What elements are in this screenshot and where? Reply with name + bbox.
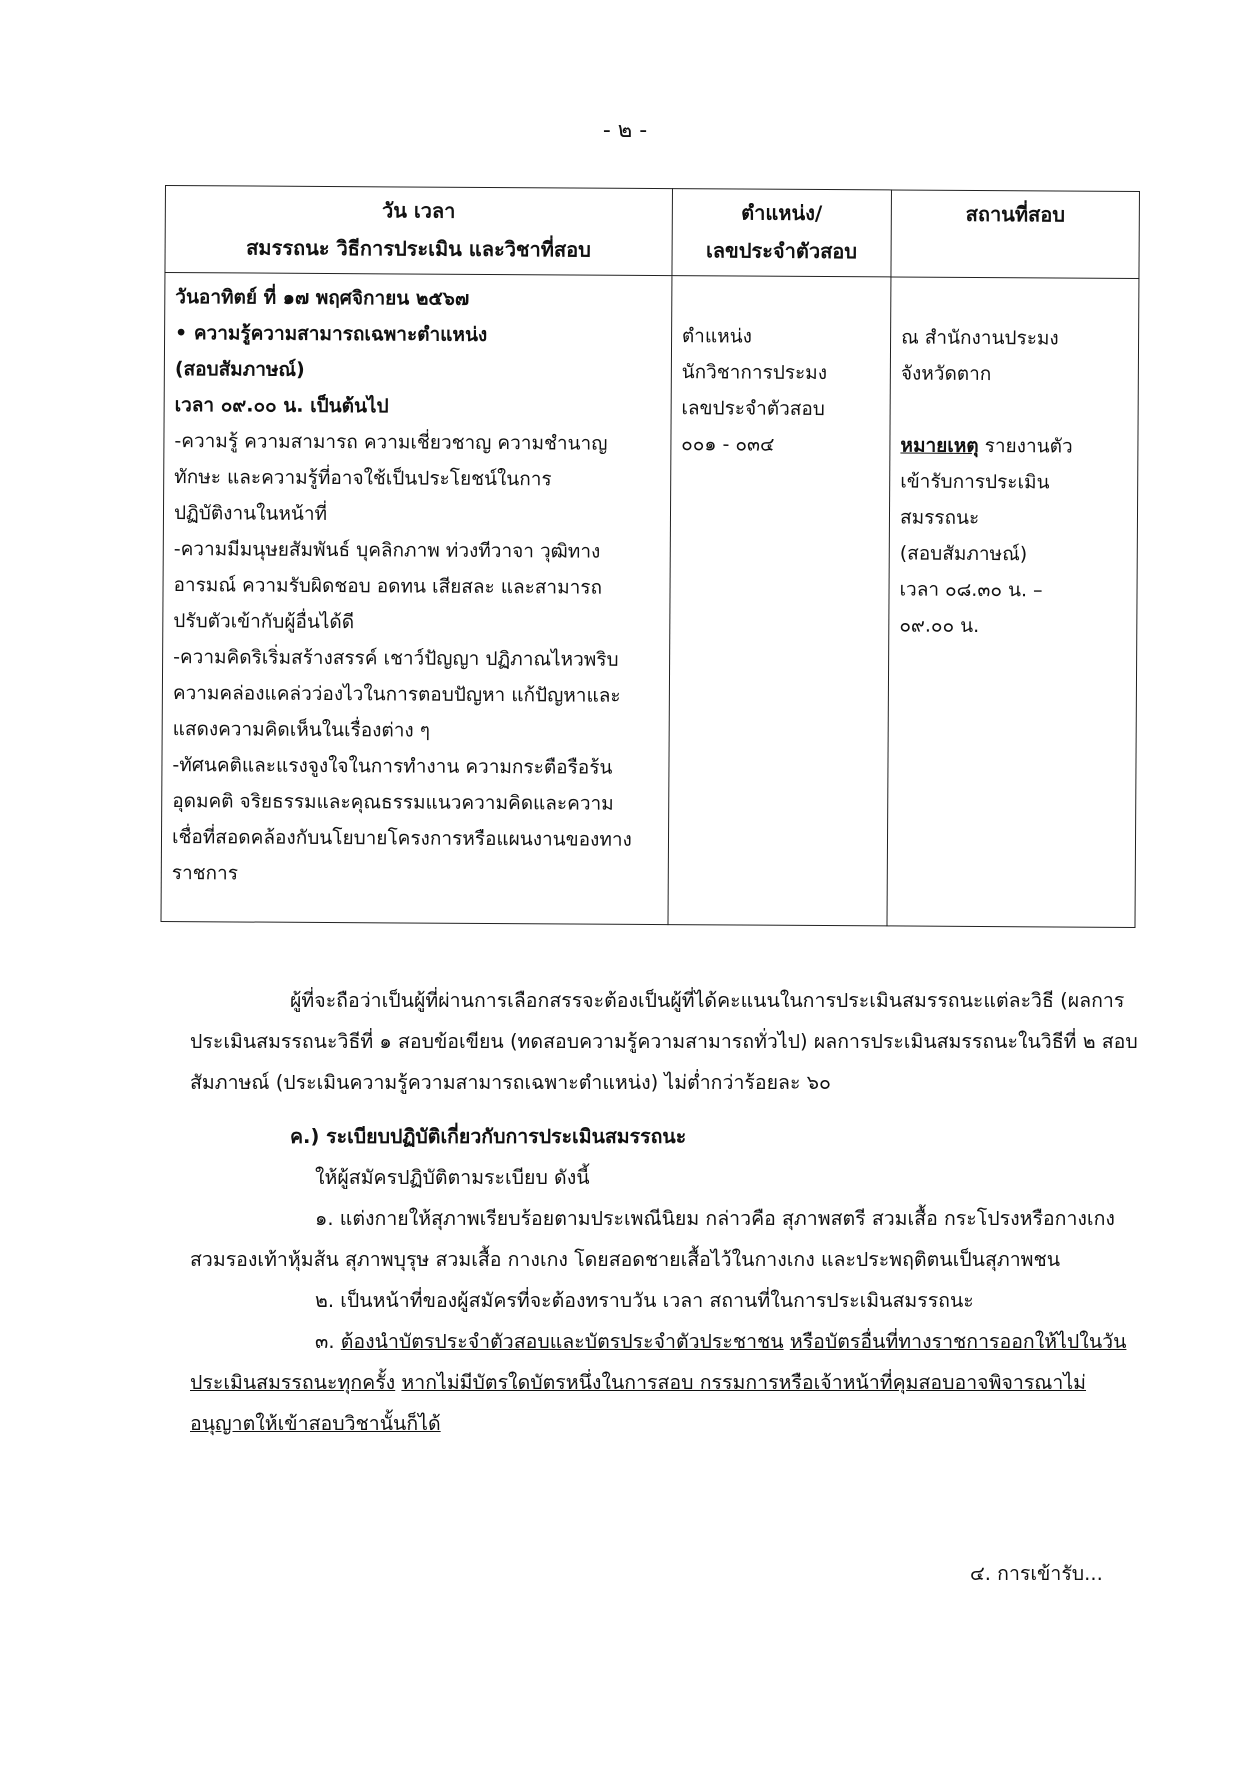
detail-line: อารมณ์ ความรับผิดชอบ อดทน เสียสละ และสามารถ (173, 574, 603, 599)
page-number: - ๒ - (602, 118, 648, 143)
rule-item-3-part3: หากไม่มีบัตรใดบัตรหนึ่งในการสอบ กรรมการหรือเจ้าหน้าที่คุมสอบอาจพิจารณาไม่อนุญาตให้เข้าสอบวิชานั้นก็ได้ (190, 1371, 1087, 1435)
header-competency: สมรรถนะ วิธีการประเมิน และวิชาที่สอบ (246, 235, 591, 262)
venue-line: ณ สำนักงานประมง (901, 326, 1059, 350)
pass-criteria-section (190, 980, 1140, 1103)
next-page-continuation: ๔. การเข้ารับ... (970, 1562, 1103, 1585)
rule-item-3-part1: ต้องนำบัตรประจำตัวสอบและบัตรประจำตัวประชาชน (340, 1330, 784, 1353)
note-line: สมรรถนะ (899, 506, 980, 529)
header-exam-id: เลขประจำตัวสอบ (705, 238, 858, 264)
rule-item-3 (190, 1321, 1140, 1444)
detail-line: ทักษะ และความรู้ที่อาจใช้เป็นประโยชน์ในการ (174, 466, 552, 491)
cell-schedule (161, 273, 672, 925)
competency-title: • ความรู้ความสามารถเฉพาะตำแหน่ง (175, 322, 488, 346)
exam-id-range: ๐๐๑ - ๐๓๔ (681, 433, 775, 456)
rule-item-3-part2: หรือบัตรอื่นที่ทางราชการออกให้ไปในวันประเมินสมรรถนะทุกครั้ง (190, 1330, 1127, 1394)
table-header-row (165, 186, 1140, 279)
note-line: เข้ารับการประเมิน (900, 470, 1050, 494)
detail-line: แสดงความคิดเห็นในเรื่องต่าง ๆ (172, 718, 431, 742)
detail-line: เชื่อที่สอดคล้องกับนโยบายโครงการหรือแผนงานของทาง (171, 826, 632, 851)
header-venue: สถานที่สอบ (891, 190, 1139, 279)
exam-date: วันอาทิตย์ ที่ ๑๗ พฤศจิกายน ๒๕๖๗ (175, 286, 470, 310)
rules-section (190, 1116, 1140, 1444)
cell-position (668, 276, 891, 926)
exam-time: เวลา ๐๙.๐๐ น. เป็นต้นไป (174, 394, 389, 418)
detail-line: ราชการ (171, 862, 239, 885)
detail-line: อุดมคติ จริยธรรมและคุณธรรมแนวความคิดและความ (172, 790, 614, 815)
header-position (672, 189, 892, 277)
position-line: ตำแหน่ง (681, 325, 752, 348)
rule-item-1: ๑. แต่งกายให้สุภาพเรียบร้อยตามประเพณีนิยม กล่าวคือ สุภาพสตรี สวมเสื้อ กระโปรงหรือกางเกง สวมรองเท้าหุ้มส้น สุภาพบุรุษ สวมเสื้อ กางเกง โดยสอดชายเสื้อไว้ในกางเกง และประพฤติตนเป็นสุภาพชน (190, 1207, 1115, 1271)
position-line: นักวิชาการประมง (681, 361, 828, 385)
table-row (161, 273, 1139, 928)
rule-item-3-number: ๓. (315, 1330, 341, 1353)
pass-criteria-paragraph: ผู้ที่จะถือว่าเป็นผู้ที่ผ่านการเลือกสรรจะต้องเป็นผู้ที่ได้คะแนนในการประเมินสมรรถนะแต่ละวิธี (ผลการประเมินสมรรถนะวิธีที่ ๑ สอบข้อเขียน (ทดสอบความรู้ความสามารถทั่วไป) ผลการประเมินสมรรถนะในวิธีที่ ๒ สอบสัมภาษณ์ (ประเมินความรู้ความสามารถเฉพาะตำแหน่ง) ไม่ต่ำกว่าร้อยละ ๖๐ (190, 989, 1138, 1094)
method-label: (สอบสัมภาษณ์) (174, 358, 305, 381)
detail-line: -ทัศนคติและแรงจูงใจในการทำงาน ความกระตือรือร้น (172, 754, 613, 779)
note-line: (สอบสัมภาษณ์) (899, 542, 1028, 566)
detail-line: ปฏิบัติงานในหน้าที่ (173, 502, 328, 525)
header-date-competency (165, 186, 672, 276)
rule-item-2: ๒. เป็นหน้าที่ของผู้สมัครที่จะต้องทราบวัน เวลา สถานที่ในการประเมินสมรรถนะ (315, 1289, 974, 1312)
position-line: เลขประจำตัวสอบ (681, 397, 825, 421)
header-position-title: ตำแหน่ง/ (741, 200, 823, 226)
venue-line: จังหวัดตาก (900, 362, 992, 386)
detail-line: ความคล่องแคล่วว่องไวในการตอบปัญหา แก้ปัญหาและ (172, 682, 621, 707)
header-date-time: วัน เวลา (381, 198, 456, 223)
note-line: ๐๙.๐๐ น. (899, 614, 980, 637)
detail-line: -ความมีมนุษยสัมพันธ์ บุคลิกภาพ ท่วงทีวาจา วุฒิทาง (173, 538, 601, 563)
section-intro: ให้ผู้สมัครปฏิบัติตามระเบียบ ดังนี้ (315, 1166, 590, 1189)
note-first-line (900, 427, 1127, 464)
note-first: รายงานตัว (984, 435, 1073, 458)
exam-schedule-table (160, 185, 1139, 928)
detail-line: ปรับตัวเข้ากับผู้อื่นได้ดี (173, 610, 355, 634)
detail-line: -ความรู้ ความสามารถ ความเชี่ยวชาญ ความชำนาญ (174, 430, 608, 455)
cell-venue (887, 277, 1139, 928)
note-line: เวลา ๐๘.๓๐ น. – (899, 578, 1043, 602)
note-label: หมายเหตุ (900, 434, 979, 457)
section-heading: ค.) ระเบียบปฏิบัติเกี่ยวกับการประเมินสมรรถนะ (290, 1125, 687, 1148)
detail-line: -ความคิดริเริ่มสร้างสรรค์ เชาว์ปัญญา ปฏิภาณไหวพริบ (173, 646, 619, 671)
